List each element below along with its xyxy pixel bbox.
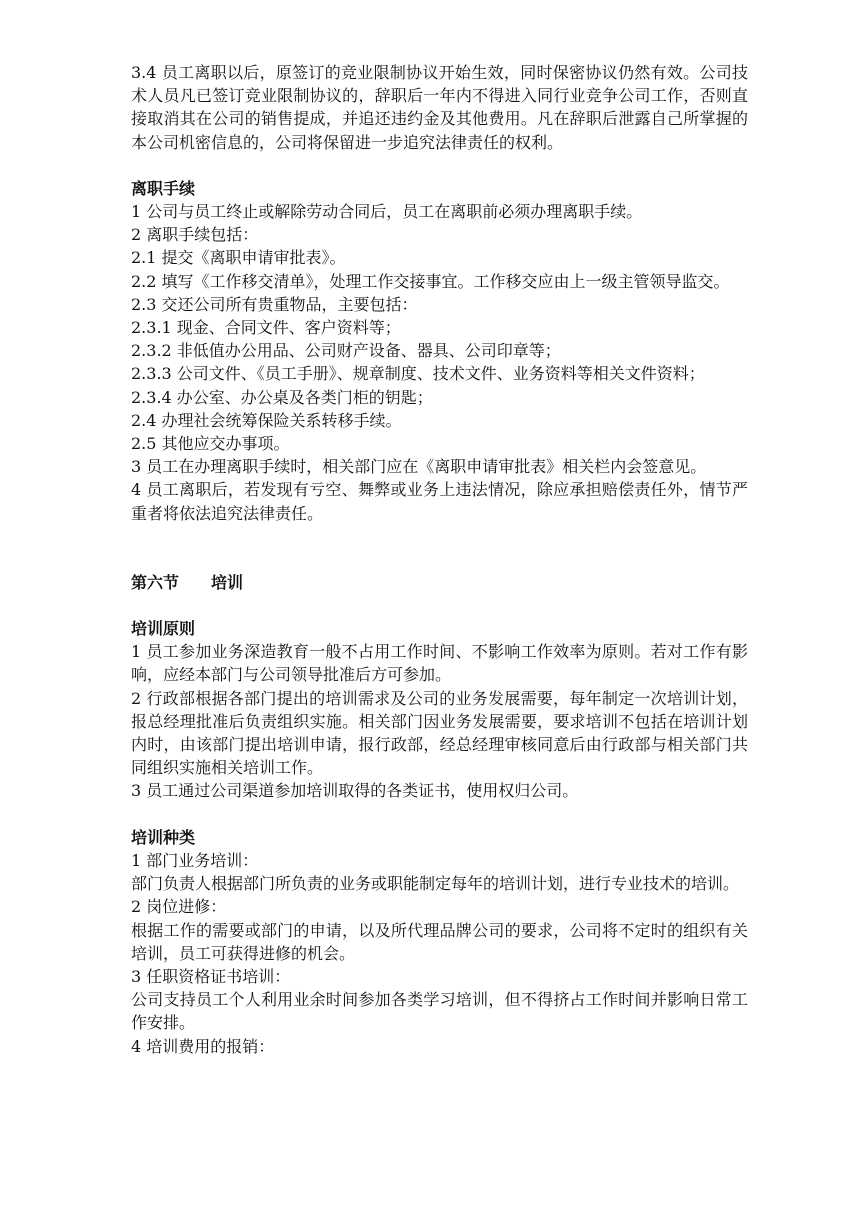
heading-training-types: 培训种类 <box>131 827 196 847</box>
list-item: 公司支持员工个人利用业余时间参加各类学习培训，但不得挤占工作时间并影响日常工作安排。 <box>131 990 748 1033</box>
list-item: 4 员工离职后，若发现有亏空、舞弊或业务上违法情况，除应承担赔偿责任外，情节严重者将依法追究法律责任。 <box>131 480 748 523</box>
spacer <box>131 525 748 571</box>
section-number: 第六节 <box>131 572 180 592</box>
list-item: 2.3.1 现金、合同文件、客户资料等； <box>131 318 401 338</box>
list-item: 1 部门业务培训： <box>131 850 259 870</box>
list-item: 根据工作的需要或部门的申请，以及所代理品牌公司的要求，公司将不定时的组织有关培训，员工可获得进修的机会。 <box>131 920 748 963</box>
list-item: 2.3.3 公司文件、《员工手册》、规章制度、技术文件、业务资料等相关文件资料； <box>131 364 705 384</box>
list-item: 2.4 办理社会统筹保险关系转移手续。 <box>131 410 402 430</box>
list-item: 3 员工在办理离职手续时，相关部门应在《离职申请审批表》相关栏内会签意见。 <box>131 457 707 477</box>
list-item: 2.2 填写《工作移交清单》，处理工作交接事宜。工作移交应由上一级主管领导监交。 <box>131 271 730 291</box>
section-title <box>131 571 748 594</box>
list-item: 部门负责人根据部门所负责的业务或职能制定每年的培训计划，进行专业技术的培训。 <box>131 874 740 894</box>
list-item: 2.3 交还公司所有贵重物品，主要包括： <box>131 294 418 314</box>
section-name: 培训 <box>211 572 244 592</box>
list-item: 2 离职手续包括： <box>131 225 259 245</box>
list-item: 2.3.4 办公室、办公桌及各类门柜的钥匙； <box>131 387 433 407</box>
list-item: 2 行政部根据各部门提出的培训需求及公司的业务发展需要，每年制定一次培训计划，报总经理批准后负责组织实施。相关部门因业务发展需要，要求培训不包括在培训计划内时，由该部门提出培训申请，报行政部，经总经理审核同意后由行政部与相关部门共同组织实施相关培训工作。 <box>131 688 748 778</box>
list-item: 1 员工参加业务深造教育一般不占用工作时间、不影响工作效率为原则。若对工作有影响，应经本部门与公司领导批准后方可参加。 <box>131 642 748 685</box>
spacer <box>131 594 748 617</box>
list-item: 1 公司与员工终止或解除劳动合同后，员工在离职前必须办理离职手续。 <box>131 202 643 222</box>
list-item: 2 岗位进修： <box>131 897 227 917</box>
list-item: 3 员工通过公司渠道参加培训取得的各类证书，使用权归公司。 <box>131 781 579 801</box>
heading-resignation-procedures: 离职手续 <box>131 178 196 198</box>
list-item: 2.5 其他应交办事项。 <box>131 434 290 454</box>
list-item: 4 培训费用的报销： <box>131 1036 275 1056</box>
spacer <box>131 803 748 826</box>
paragraph-non-compete: 3.4 员工离职以后，原签订的竞业限制协议开始生效，同时保密协议仍然有效。公司技术人员凡已签订竞业限制协议的，辞职后一年内不得进入同行业竞争公司工作，否则直接取消其在公司的销售提成，并追还违约金及其他费用。凡在辞职后泄露自己所掌握的本公司机密信息的，公司将保留进一步追究法律责任的权利。 <box>131 63 748 152</box>
list-item: 2.1 提交《离职申请审批表》。 <box>131 248 346 268</box>
list-item: 3 任职资格证书培训： <box>131 966 291 986</box>
spacer <box>131 154 748 177</box>
heading-training-principles: 培训原则 <box>131 619 196 639</box>
list-item: 2.3.2 非低值办公用品、公司财产设备、器具、公司印章等； <box>131 341 561 361</box>
